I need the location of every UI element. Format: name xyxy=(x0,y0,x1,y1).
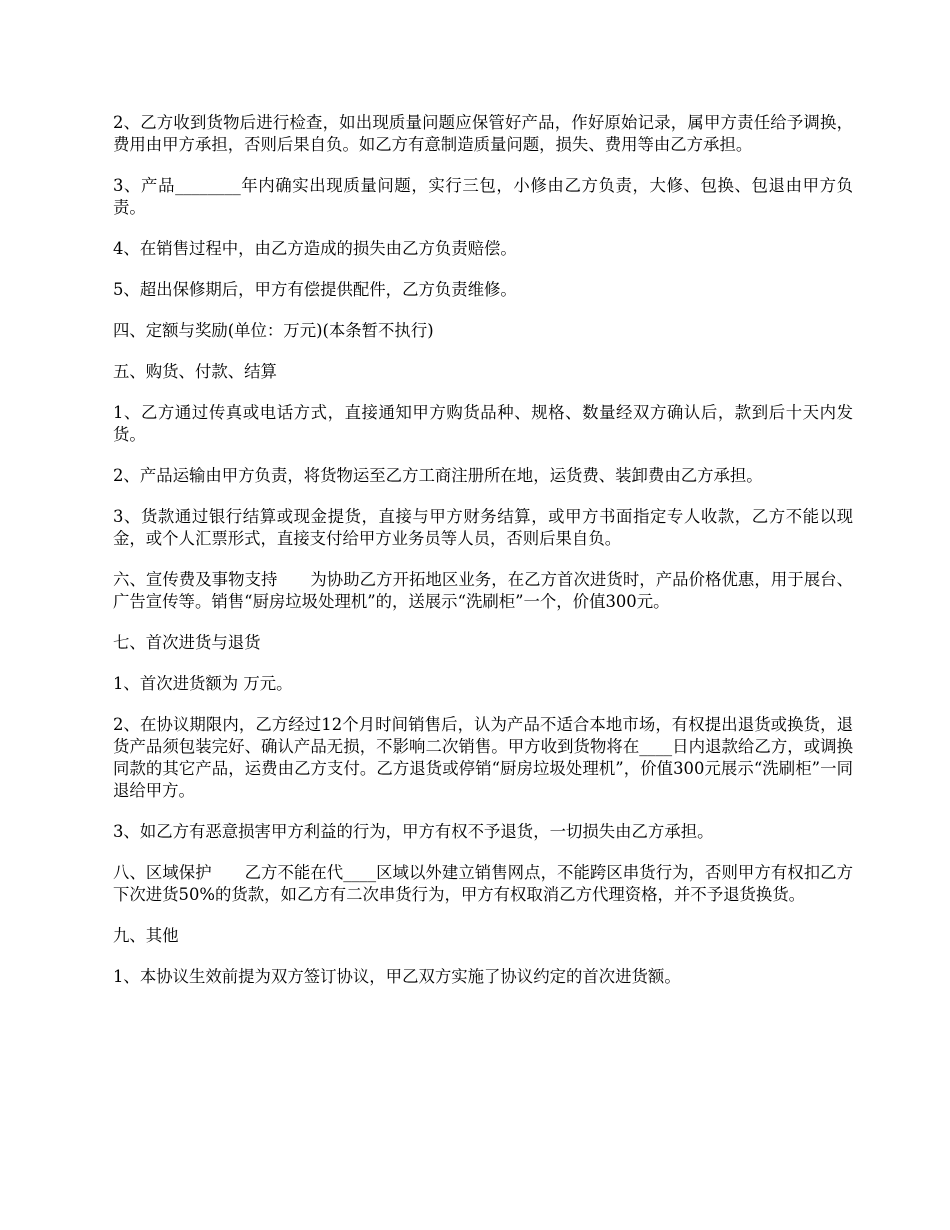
section-heading-other: 九、其他 xyxy=(113,926,179,945)
paragraph-after-warranty: 5、超出保修期后，甲方有偿提供配件，乙方负责维修。 xyxy=(113,280,517,299)
section-heading-first-purchase-return: 七、首次进货与退货 xyxy=(113,633,261,652)
paragraph-settlement: 3、货款通过银行结算或现金提货，直接与甲方财务结算，或甲方书面指定专人收款，乙方不能以现金，或个人汇票形式，直接支付给甲方业务员等人员，否则后果自负。 xyxy=(113,507,853,548)
paragraph-malicious-damage: 3、如乙方有恶意损害甲方利益的行为，甲方有权不予退货，一切损失由乙方承担。 xyxy=(113,822,714,841)
paragraph-three-guarantees: 3、产品________年内确实出现质量问题，实行三包，小修由乙方负责，大修、包换、包退由甲方负责。 xyxy=(113,176,853,217)
section-promotion-support: 六、宣传费及事物支持 为协助乙方开拓地区业务，在乙方首次进货时，产品价格优惠，用于展台、广告宣传等。销售“厨房垃圾处理机”的，送展示“洗刷柜”一个，价值300元。 xyxy=(113,570,853,611)
paragraph-first-purchase-amount: 1、首次进货额为 万元。 xyxy=(113,674,293,693)
section-area-protection: 八、区域保护 乙方不能在代____区域以外建立销售网点，不能跨区串货行为，否则甲方有权扣乙方下次进货50%的货款，如乙方有二次串货行为，甲方有权取消乙方代理资格，并不予退货换货。 xyxy=(113,863,853,904)
paragraph-return-exchange: 2、在协议期限内，乙方经过12个月时间销售后，认为产品不适合本地市场，有权提出退货或换货，退货产品须包装完好、确认产品无损，不影响二次销售。甲方收到货物将在____日内退款给乙方，或调换同款的其它产品，运费由乙方支付。乙方退货或停销“厨房垃圾处理机”，价值300元展示“洗刷柜”一同退给甲方。 xyxy=(113,715,853,800)
document-body xyxy=(113,112,853,1007)
section-heading-purchase-payment: 五、购货、付款、结算 xyxy=(113,362,277,381)
paragraph-quality-inspection: 2、乙方收到货物后进行检查，如出现质量问题应保管好产品，作好原始记录，属甲方责任给予调换，费用由甲方承担，否则后果自负。如乙方有意制造质量问题，损失、费用等由乙方承担。 xyxy=(113,113,853,154)
paragraph-order-method: 1、乙方通过传真或电话方式，直接通知甲方购货品种、规格、数量经双方确认后，款到后十天内发货。 xyxy=(113,403,853,444)
paragraph-agreement-effective: 1、本协议生效前提为双方签订协议，甲乙双方实施了协议约定的首次进货额。 xyxy=(113,967,681,986)
section-heading-quota-reward: 四、定额与奖励(单位：万元)(本条暂不执行) xyxy=(113,321,434,340)
paragraph-sales-loss: 4、在销售过程中，由乙方造成的损失由乙方负责赔偿。 xyxy=(113,239,517,258)
paragraph-transport: 2、产品运输由甲方负责，将货物运至乙方工商注册所在地，运货费、装卸费由乙方承担。 xyxy=(113,466,763,485)
